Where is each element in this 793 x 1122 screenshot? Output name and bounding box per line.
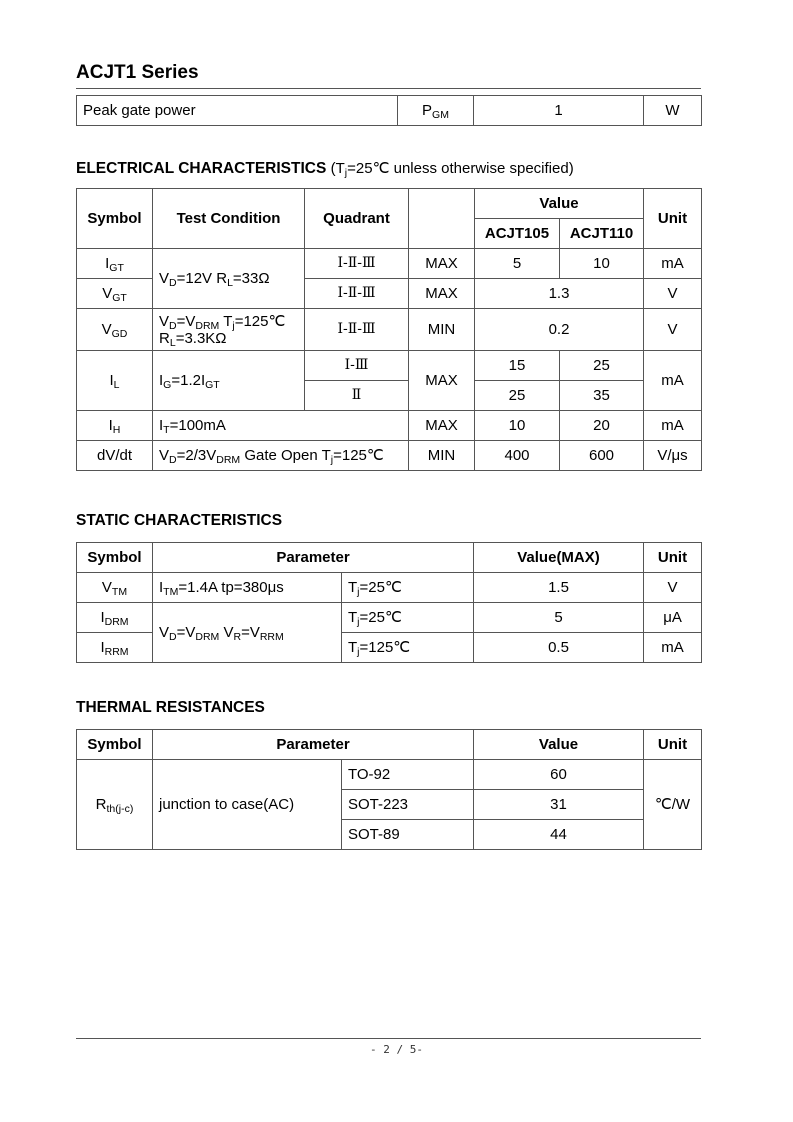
unit-cell: mA [644,411,702,441]
limit-cell: MAX [409,411,475,441]
test-condition-cell: $V_D=12V$ $R_L=33\Omega$ [153,249,305,309]
unit-cell: mA [644,249,702,279]
value-cell: 400 [475,441,560,471]
value-cell: 44 [474,820,644,850]
value-cell: 1 [474,96,644,126]
symbol-cell: $V_{GT}$ [77,279,153,309]
acjt110-header: ACJT110 [560,219,644,249]
value-cell: 25 [475,381,560,411]
electrical-characteristics-table [76,188,702,471]
table-row-vtm [77,573,702,603]
temperature-cell: $T_j=25℃$ [342,603,474,633]
value-header: Value [475,189,644,219]
package-cell: SOT-89 [342,820,474,850]
parameter-header: Parameter [153,543,474,573]
quadrant-header: Quadrant [305,189,409,249]
quadrant-cell: Ⅰ-Ⅱ-Ⅲ [305,249,409,279]
table-row-igt [77,249,702,279]
package-cell: TO-92 [342,760,474,790]
value-cell: 1.3 [475,279,644,309]
table-row-dvdt [77,441,702,471]
test-condition-cell: $V_D=V_{DRM}$ $T_j=125℃$ $R_L=3.3K\Omega$ [153,309,305,351]
acjt105-header: ACJT105 [475,219,560,249]
quadrant-cell: Ⅰ-Ⅲ [305,351,409,381]
test-condition-cell: $V_D=2/3V_{DRM}$ Gate Open $T_j=125℃$ [153,441,409,471]
limit-cell: MIN [409,441,475,471]
parameter-header: Parameter [153,730,474,760]
table-row-ih [77,411,702,441]
unit-cell: V [644,309,702,351]
temperature-cell: $T_j=125℃$ [342,633,474,663]
limit-header [409,189,475,249]
static-section-title: STATIC CHARACTERISTICS [76,512,283,529]
document-title: ACJT1 Series [76,62,199,83]
header-row [77,189,702,219]
unit-cell: V [644,279,702,309]
table-row [77,760,702,790]
symbol-cell: $P_{GM}$ [398,96,474,126]
table-row-il [77,351,702,381]
quadrant-cell: Ⅱ [305,381,409,411]
limit-cell: MIN [409,309,475,351]
test-condition-cell: $I_G=1.2I_{GT}$ [153,351,305,411]
electrical-condition-note: ($T_j=25℃$ unless otherwise specified) [330,160,574,179]
symbol-cell: $I_H$ [77,411,153,441]
parameter-cell: $V_D=V_{DRM}$ $V_R=V_{RRM}$ [153,603,342,663]
quadrant-cell: Ⅰ-Ⅱ-Ⅲ [305,279,409,309]
value-cell: 60 [474,760,644,790]
package-cell: SOT-223 [342,790,474,820]
symbol-cell: $I_L$ [77,351,153,411]
unit-cell: V [644,573,702,603]
value-header: Value [474,730,644,760]
table-row-idrm [77,603,702,633]
value-cell: 1.5 [474,573,644,603]
symbol-header: Symbol [77,730,153,760]
header-rule [76,88,701,89]
electrical-section-title: ELECTRICAL CHARACTERISTICS ($T_j=25℃$ unless otherwise specified) [76,160,574,179]
parameter-cell: junction to case(AC) [153,760,342,850]
test-condition-header: Test Condition [153,189,305,249]
symbol-cell: $I_{DRM}$ [77,603,153,633]
static-characteristics-table [76,542,702,663]
symbol-cell: $V_{GD}$ [77,309,153,351]
value-cell: 600 [560,441,644,471]
parameter-cell: $I_{TM}=1.4A$ tp=380μs [153,573,342,603]
footer-rule [76,1038,701,1039]
parameter-cell: Peak gate power [77,96,398,126]
value-cell: 10 [475,411,560,441]
unit-header: Unit [644,189,702,249]
limit-cell: MAX [409,249,475,279]
value-cell: 10 [560,249,644,279]
header-row [77,543,702,573]
symbol-header: Symbol [77,189,153,249]
symbol-cell: dV/dt [77,441,153,471]
value-cell: 0.5 [474,633,644,663]
value-cell: 20 [560,411,644,441]
value-header: Value(MAX) [474,543,644,573]
unit-header: Unit [644,543,702,573]
unit-cell: μA [644,603,702,633]
peak-gate-power-table [76,95,702,126]
header-row [77,730,702,760]
page-number: - 2 / 5- [370,1043,423,1056]
table-row [77,96,702,126]
value-cell: 0.2 [475,309,644,351]
table-row-vgd [77,309,702,351]
unit-cell: ℃/W [644,760,702,850]
value-cell: 25 [560,351,644,381]
limit-cell: MAX [409,351,475,411]
temperature-cell: $T_j=25℃$ [342,573,474,603]
thermal-section-title: THERMAL RESISTANCES [76,699,265,716]
symbol-cell: $R_{th(j-c)}$ [77,760,153,850]
unit-cell: V/μs [644,441,702,471]
symbol-header: Symbol [77,543,153,573]
unit-cell: mA [644,351,702,411]
value-cell: 31 [474,790,644,820]
value-cell: 15 [475,351,560,381]
symbol-cell: $V_{TM}$ [77,573,153,603]
value-cell: 5 [474,603,644,633]
value-cell: 5 [475,249,560,279]
symbol-cell: $I_{GT}$ [77,249,153,279]
unit-cell: W [644,96,702,126]
unit-cell: mA [644,633,702,663]
limit-cell: MAX [409,279,475,309]
symbol-cell: $I_{RRM}$ [77,633,153,663]
unit-header: Unit [644,730,702,760]
quadrant-cell: Ⅰ-Ⅱ-Ⅲ [305,309,409,351]
value-cell: 35 [560,381,644,411]
test-condition-cell: $I_T=100mA$ [153,411,409,441]
thermal-resistances-table [76,729,702,850]
